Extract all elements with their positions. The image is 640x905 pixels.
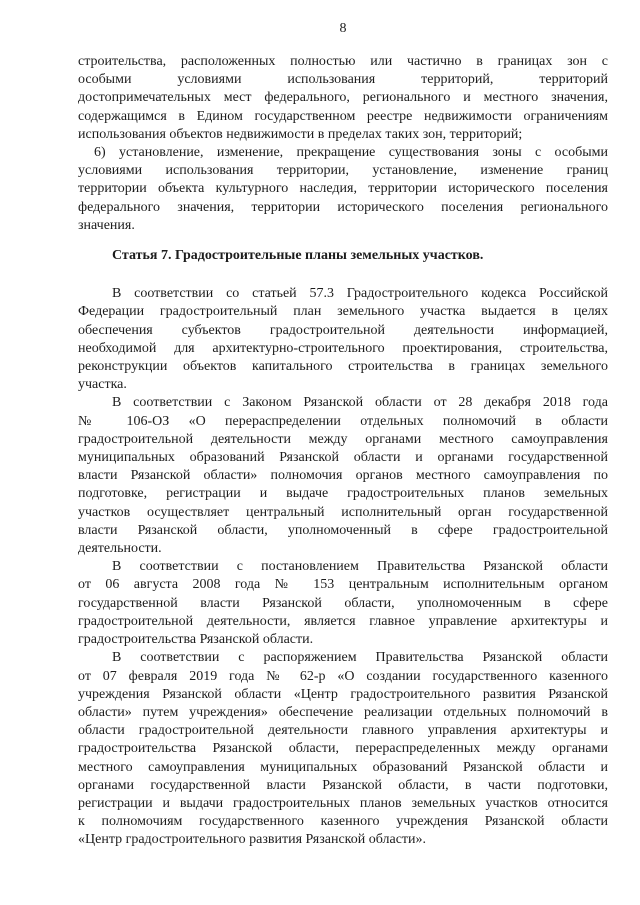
text-line: учреждения Рязанской области «Центр градостроительного развития Рязанской xyxy=(78,686,608,702)
text-line: градостроительной деятельности, является главное управление архитектуры и xyxy=(78,613,608,629)
article-heading xyxy=(78,247,608,265)
text-line: В соответствии с Законом Рязанской области от 28 декабря 2018 года xyxy=(112,395,608,411)
paragraph xyxy=(78,394,608,558)
page-number: 8 xyxy=(339,21,347,36)
text-line: от 06 августа 2008 года № 153 центральным исполнительным органом xyxy=(78,577,608,593)
text-line: участков осуществляет центральный исполнительный орган государственной xyxy=(78,504,608,520)
text-line: достопримечательных мест федерального, регионального и местного значения, xyxy=(78,90,608,106)
text-line: территории объекта культурного наследия, территории исторического поселения xyxy=(78,181,608,197)
text-line: 6) установление, изменение, прекращение существования зоны с особыми xyxy=(94,145,608,161)
text-line: значения. xyxy=(78,217,135,233)
text-line: использования объектов недвижимости в пределах таких зон, территорий; xyxy=(78,126,523,142)
text-line: строительства, расположенных полностью или частично в границах зон с xyxy=(78,54,608,69)
text-line: органами государственной власти Рязанской области, в части подготовки, xyxy=(78,777,608,793)
text-line: власти Рязанской области» полномочия органов местного самоуправления по xyxy=(78,468,608,484)
text-line: от 07 февраля 2019 года № 62-р «О создании государственного казенного xyxy=(78,668,608,684)
text-line: особыми условиями использования территорий, территорий xyxy=(78,72,608,88)
text-line: необходимой для архитектурно-строительного проектирования, строительства, xyxy=(78,340,608,356)
text-line: градостроительной деятельности между органами местного самоуправления xyxy=(78,431,608,447)
text-line: условиями использования территории, установление, изменение границ xyxy=(78,163,608,179)
document-body xyxy=(78,53,608,850)
text-line: муниципальных образований Рязанской области и органами государственной xyxy=(78,450,608,466)
paragraph xyxy=(78,53,608,144)
text-line: к полномочиям государственного казенного учреждения Рязанской области xyxy=(78,814,608,830)
text-line: области» путем учреждения» обеспечение реализации отдельных полномочий в xyxy=(78,704,608,720)
text-line: «Центр градостроительного развития Рязанской области». xyxy=(78,832,427,848)
text-line: участка. xyxy=(78,377,127,393)
text-line: обеспечения субъектов градостроительной деятельности информацией, xyxy=(78,322,608,338)
paragraph xyxy=(78,144,608,235)
text-line: власти Рязанской области, уполномоченный в сфере градостроительной xyxy=(78,522,608,538)
text-line: Статья 7. Градостроительные планы земельных участков. xyxy=(112,248,484,264)
paragraph xyxy=(78,285,608,394)
text-line: В соответствии с распоряжением Правительства Рязанской области xyxy=(112,650,608,666)
text-line: подготовке, регистрации и выдаче градостроительных планов земельных xyxy=(78,486,608,502)
text-line: Федерации градостроительный план земельного участка выдается в целях xyxy=(78,304,608,320)
text-line: В соответствии со статьей 57.3 Градостроительного кодекса Российской xyxy=(112,286,608,302)
text-line: № 106-ОЗ «О перераспределении отдельных полномочий в области xyxy=(78,413,608,429)
text-line: градостроительства Рязанской области, перераспределенных между органами xyxy=(78,741,608,757)
text-line: области градостроительной деятельности главного управления архитектуры и xyxy=(78,723,608,739)
paragraph xyxy=(78,649,608,849)
text-line: местного самоуправления муниципальных образований Рязанской области и xyxy=(78,759,608,775)
text-line: В соответствии с постановлением Правительства Рязанской области xyxy=(112,559,608,575)
text-line: деятельности. xyxy=(78,541,162,557)
text-line: содержащимся в Едином государственном реестре недвижимости ограничениям xyxy=(78,108,608,124)
paragraph xyxy=(78,558,608,649)
text-line: реконструкции объектов капитального строительства в границах земельного xyxy=(78,359,608,375)
text-line: государственной власти Рязанской области, уполномоченным в сфере xyxy=(78,595,608,611)
text-line: федерального значения, территории исторического поселения регионального xyxy=(78,199,608,215)
text-line: регистрации и выдачи градостроительных планов земельных участков относится xyxy=(78,795,608,811)
text-line: градостроительства Рязанской области. xyxy=(78,632,314,648)
